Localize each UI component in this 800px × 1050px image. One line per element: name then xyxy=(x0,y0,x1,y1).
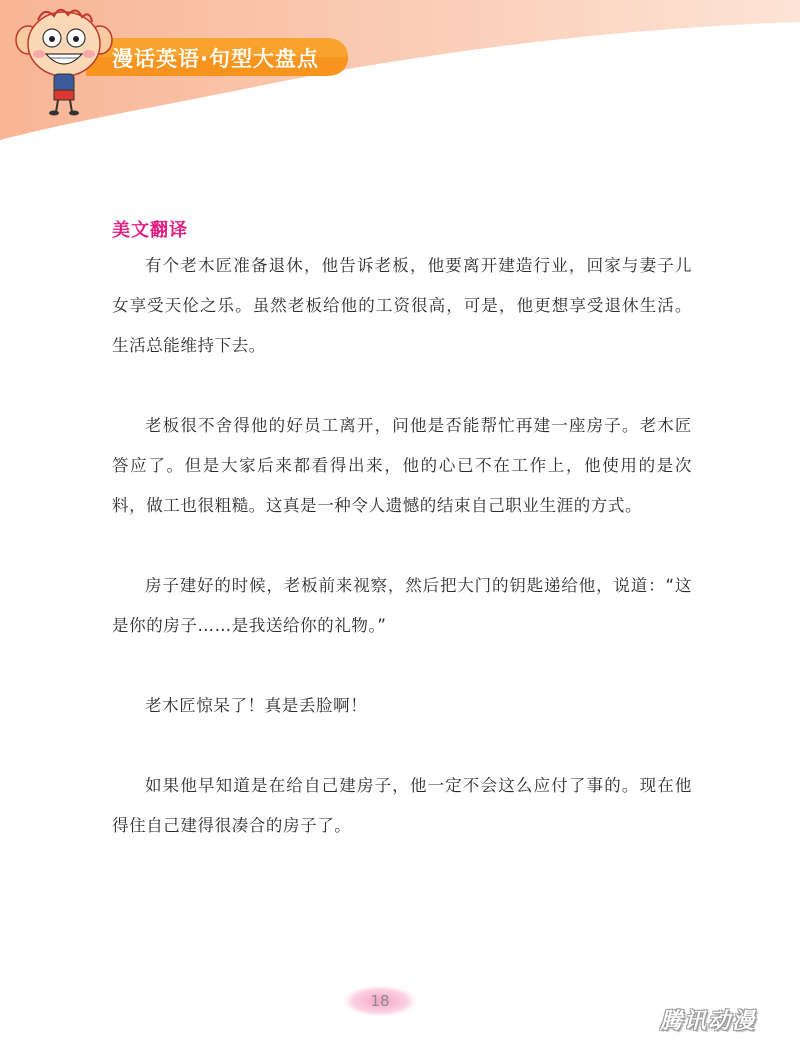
series-title: 漫话英语·句型大盘点 xyxy=(112,47,319,71)
page-number: 18 xyxy=(370,992,390,1010)
paragraph: 房子建好的时候，老板前来视察，然后把大门的钥匙递给他，说道：“这是你的房子……是我送给你的礼物。” xyxy=(112,576,692,635)
paragraph: 老板很不舍得他的好员工离开，问他是否能帮忙再建一座房子。老木匠答应了。但是大家后来都看得出来，他的心已不在工作上，他使用的是次料，做工也很粗糙。这真是一种令人遗憾的结束自己职业生涯的方式。 xyxy=(112,416,692,515)
paragraph: 如果他早知道是在给自己建房子，他一定不会这么应付了事的。现在他得住自己建得很凑合的房子了。 xyxy=(112,776,692,835)
cartoon-mascot-icon xyxy=(14,2,114,117)
watermark-logo: 腾讯动漫 xyxy=(660,1009,757,1034)
article-body xyxy=(112,246,692,846)
section-heading: 美文翻译 xyxy=(112,220,188,241)
paragraph: 老木匠惊呆了！真是丢脸啊！ xyxy=(145,696,368,715)
paragraph: 有个老木匠准备退休，他告诉老板，他要离开建造行业，回家与妻子儿女享受天伦之乐。虽然老板给他的工资很高，可是，他更想享受退休生活。生活总能维持下去。 xyxy=(112,256,692,355)
